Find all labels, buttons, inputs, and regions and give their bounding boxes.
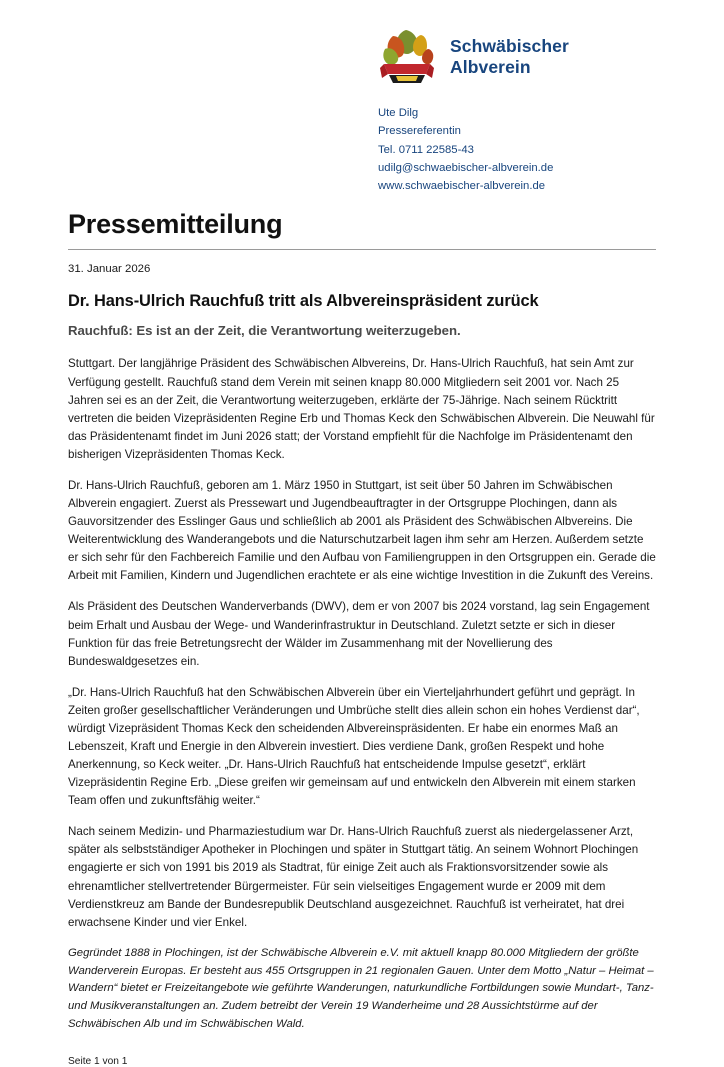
brand-name-line1: Schwäbischer — [450, 36, 569, 57]
schwaebischer-albverein-logo-icon — [376, 26, 438, 88]
body-paragraph: „Dr. Hans-Ulrich Rauchfuß hat den Schwäbischen Albverein über ein Vierteljahrhundert geführt und geprägt. In Zeiten großer gesellschaftlicher Veränderungen und Umbrüche stellt dies allein schon ein hohes Verdienst dar“, würdigt Vizepräsident Thomas Keck den scheidenden Albvereinspräsidenten. Er habe ein enormes Maß an Lebenszeit, Kraft und Energie in den Albverein investiert. Dies verdiene Dank, großen Respekt und hohe Anerkennung, so Keck weiter. „Dr. Hans-Ulrich Rauchfuß hat entscheidende Impulse gesetzt“, erklärt Vizepräsidentin Regine Erb. „Diese greifen wir gemeinsam auf und entwickeln den Albverein mit einem starken Team offen und zukunftsfähig weiter.“ — [68, 685, 640, 808]
release-date: 31. Januar 2026 — [68, 263, 151, 276]
brand-name — [450, 36, 569, 77]
brand-row — [376, 26, 656, 88]
body-paragraph: Nach seinem Medizin- und Pharmaziestudium war Dr. Hans-Ulrich Rauchfuß zuerst als niedergelassener Arzt, später als selbstständiger Apotheker in Plochingen und später in Stuttgart tätig. An seinem Wohnort Plochingen engagierte er sich von 1991 bis 2019 als Stadtrat, für einige Zeit auch als Fraktionsvorsitzender sowie als ehrenamtlicher stellvertretender Bürgermeister. Für sein vielseitiges Engagement wurde er 2009 mit dem Verdienstkreuz am Bande der Bundesrepublik Deutschland ausgezeichnet. Rauchfuß ist verheiratet, hat drei erwachsene Kinder und vier Enkel. — [68, 825, 639, 929]
page-title: Dr. Hans-Ulrich Rauchfuß tritt als Albvereinspräsident zurück — [68, 292, 539, 311]
header-divider — [68, 249, 656, 250]
subheadline: Rauchfuß: Es ist an der Zeit, die Verantwortung weiterzugeben. — [68, 323, 461, 339]
boilerplate-block — [68, 945, 656, 1034]
contact-role: Pressereferentin — [378, 125, 461, 138]
contact-name: Ute Dilg — [378, 107, 419, 119]
body-copy — [68, 355, 656, 931]
contact-website[interactable]: www.schwaebischer-albverein.de — [378, 180, 546, 193]
page-footer: Seite 1 von 1 — [68, 1055, 128, 1067]
brand-name-line2: Albverein — [450, 57, 531, 77]
brand-block — [376, 26, 656, 195]
body-paragraph: Als Präsident des Deutschen Wanderverbands (DWV), dem er von 2007 bis 2024 vorstand, lag sein Engagement beim Erhalt und Ausbau der Wege- und Wanderinfrastruktur in Deutschland. Zuletzt setzte er sich in dieser Funktion für das freie Betretungsrecht der Wälder im Zusammenhang mit der Novellierung des Bundeswaldgesetzes ein. — [68, 600, 650, 668]
body-paragraph: Dr. Hans-Ulrich Rauchfuß, geboren am 1. März 1950 in Stuttgart, ist seit über 50 Jahren im Schwäbischen Albverein engagiert. Zuerst als Pressewart und Jugendbeauftragter in der Ortsgruppe Plochingen, dann als Gauvorsitzender des Esslinger Gaus und schließlich ab 2001 als Präsident des Schwäbischen Albvereins. Die Weiterentwicklung des Wanderangebots und die Naturschutzarbeit lagen ihm sehr am Herzen. Außerdem setzte er sich sehr für den Fachbereich Familie und den Aufbau von Familiengruppen in den Ortsgruppen ein. Gerade die Arbeit mit Familien, Kindern und Jugendlichen erachtete er als eine wichtige Investition in die Zukunft des Vereins. — [68, 478, 656, 583]
contact-phone: Tel. 0711 22585-43 — [378, 143, 474, 156]
boilerplate-text: Gegründet 1888 in Plochingen, ist der Schwäbische Albverein e.V. mit aktuell knapp 80.000 Mitgliedern der größte Wanderverein Europas. Er besteht aus 455 Ortsgruppen in 21 regionalen Gauen. Unter dem Motto „Natur – Heimat – Wandern“ bietet er Freizeitangebote wie geführte Wanderungen, naturkundliche Fortbildungen sowie Mundart-, Tanz- und Musikveranstaltungen an. Zudem betreibt der Verein 19 Wanderheime und 28 Aussichtstürme auf der Schwäbischen Alb und im Schwäbischen Wald. — [68, 946, 654, 1031]
contact-email[interactable]: udilg@schwaebischer-albverein.de — [378, 161, 554, 174]
document-header — [68, 0, 656, 195]
contact-block — [378, 104, 656, 195]
document-type-label: Pressemitteilung — [68, 209, 283, 240]
body-paragraph: Stuttgart. Der langjährige Präsident des Schwäbischen Albvereins, Dr. Hans-Ulrich Rauchfuß, hat sein Amt zur Verfügung gestellt. Rauchfuß stand dem Verein mit seinen knapp 80.000 Mitgliedern seit 2001 vor. Nach 25 Jahren sei es an der Zeit, die Verantwortung weiterzugeben, erklärte der 75-Jährige. Nach seinem Rücktritt vertreten die beiden Vizepräsidenten Regine Erb und Thomas Keck den Schwäbischen Albverein. Die Neuwahl für das Präsidentenamt findet im Juni 2026 statt; der Vorstand empfiehlt für die Nachfolge im Präsidentenamt den bisherigen Vizepräsidenten Thomas Keck. — [68, 357, 655, 461]
